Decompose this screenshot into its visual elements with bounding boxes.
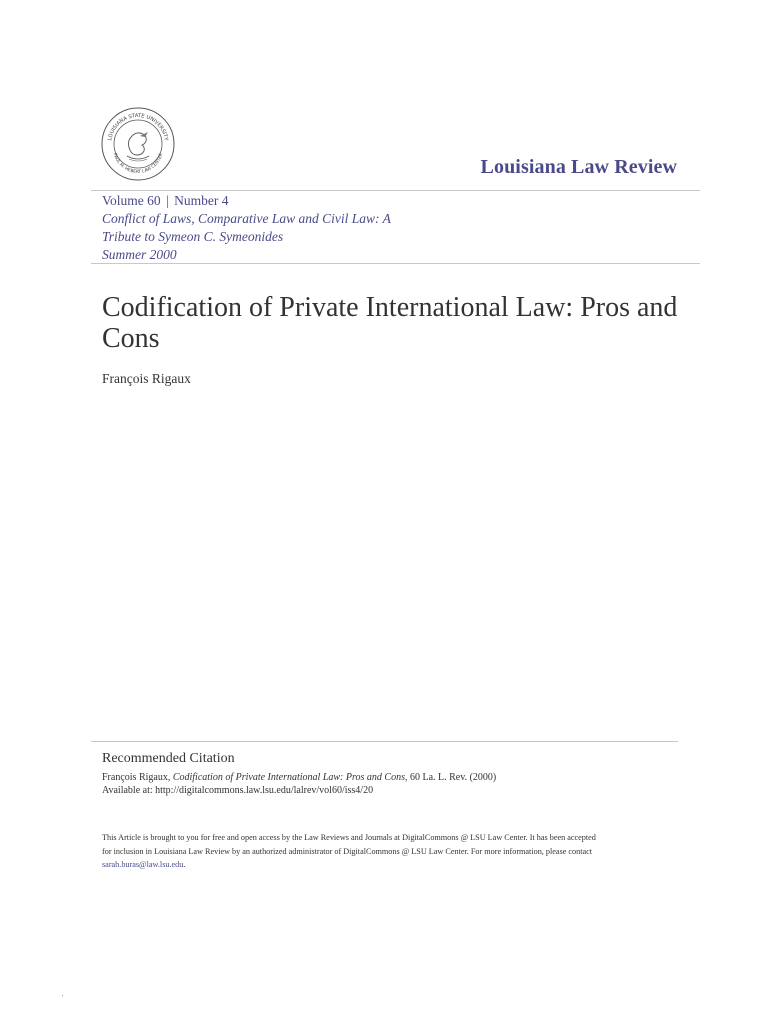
citation-suffix: , 60 La. L. Rev. (2000)	[404, 772, 497, 783]
article-author: François Rigaux	[102, 371, 191, 386]
notice-end: .	[183, 860, 186, 869]
notice-line1: This Article is brought to you for free and open access by the Law Reviews and Journals at DigitalCommons @ LSU Law Center. It has been accepted	[102, 833, 596, 842]
header-divider	[91, 190, 700, 191]
citation-author: François Rigaux,	[102, 772, 173, 783]
citation-divider	[91, 741, 678, 742]
volume-number-line	[102, 192, 391, 210]
page-mark	[62, 995, 63, 996]
recommended-citation-heading: Recommended Citation	[102, 751, 235, 766]
issue-date: Summer 2000	[102, 247, 177, 262]
seal-text-top: LOUISIANA STATE UNIVERSITY	[107, 112, 169, 142]
lsu-seal-logo	[100, 106, 176, 182]
citation-available-url[interactable]: Available at: http://digitalcommons.law.lsu.edu/lalrev/vol60/iss4/20	[102, 785, 374, 796]
notice-line2: for inclusion in Louisiana Law Review by an authorized administrator of DigitalCommons @ LSU Law Center. For more information, please contact	[102, 846, 593, 856]
seal-graphic	[100, 106, 176, 182]
notice-line3	[102, 858, 672, 872]
issue-info	[102, 192, 391, 264]
symposium-title-line2[interactable]: Tribute to Symeon C. Symeonides	[102, 229, 284, 244]
journal-title[interactable]: Louisiana Law Review	[480, 156, 677, 178]
symposium-title-line1[interactable]: Conflict of Laws, Comparative Law and Civil Law: A	[102, 211, 391, 226]
volume-separator: |	[166, 193, 169, 208]
citation-block	[102, 771, 682, 797]
access-notice	[102, 831, 672, 872]
number-link[interactable]: Number 4	[174, 193, 229, 208]
svg-text:PAUL M. HEBERT LAW CENTER	[112, 153, 165, 176]
article-title: Codification of Private International Law: Pros and Cons	[102, 292, 678, 354]
issue-divider	[91, 263, 700, 264]
contact-email-link[interactable]: sarah.buras@law.lsu.edu	[102, 860, 184, 869]
citation-line	[102, 771, 682, 784]
svg-text:LOUISIANA STATE UNIVERSITY	[107, 113, 169, 142]
citation-title: Codification of Private International Law: Pros and Cons	[172, 772, 405, 783]
volume-link[interactable]: Volume 60	[102, 193, 161, 208]
seal-text-bottom: PAUL M. HEBERT LAW CENTER	[111, 152, 165, 176]
